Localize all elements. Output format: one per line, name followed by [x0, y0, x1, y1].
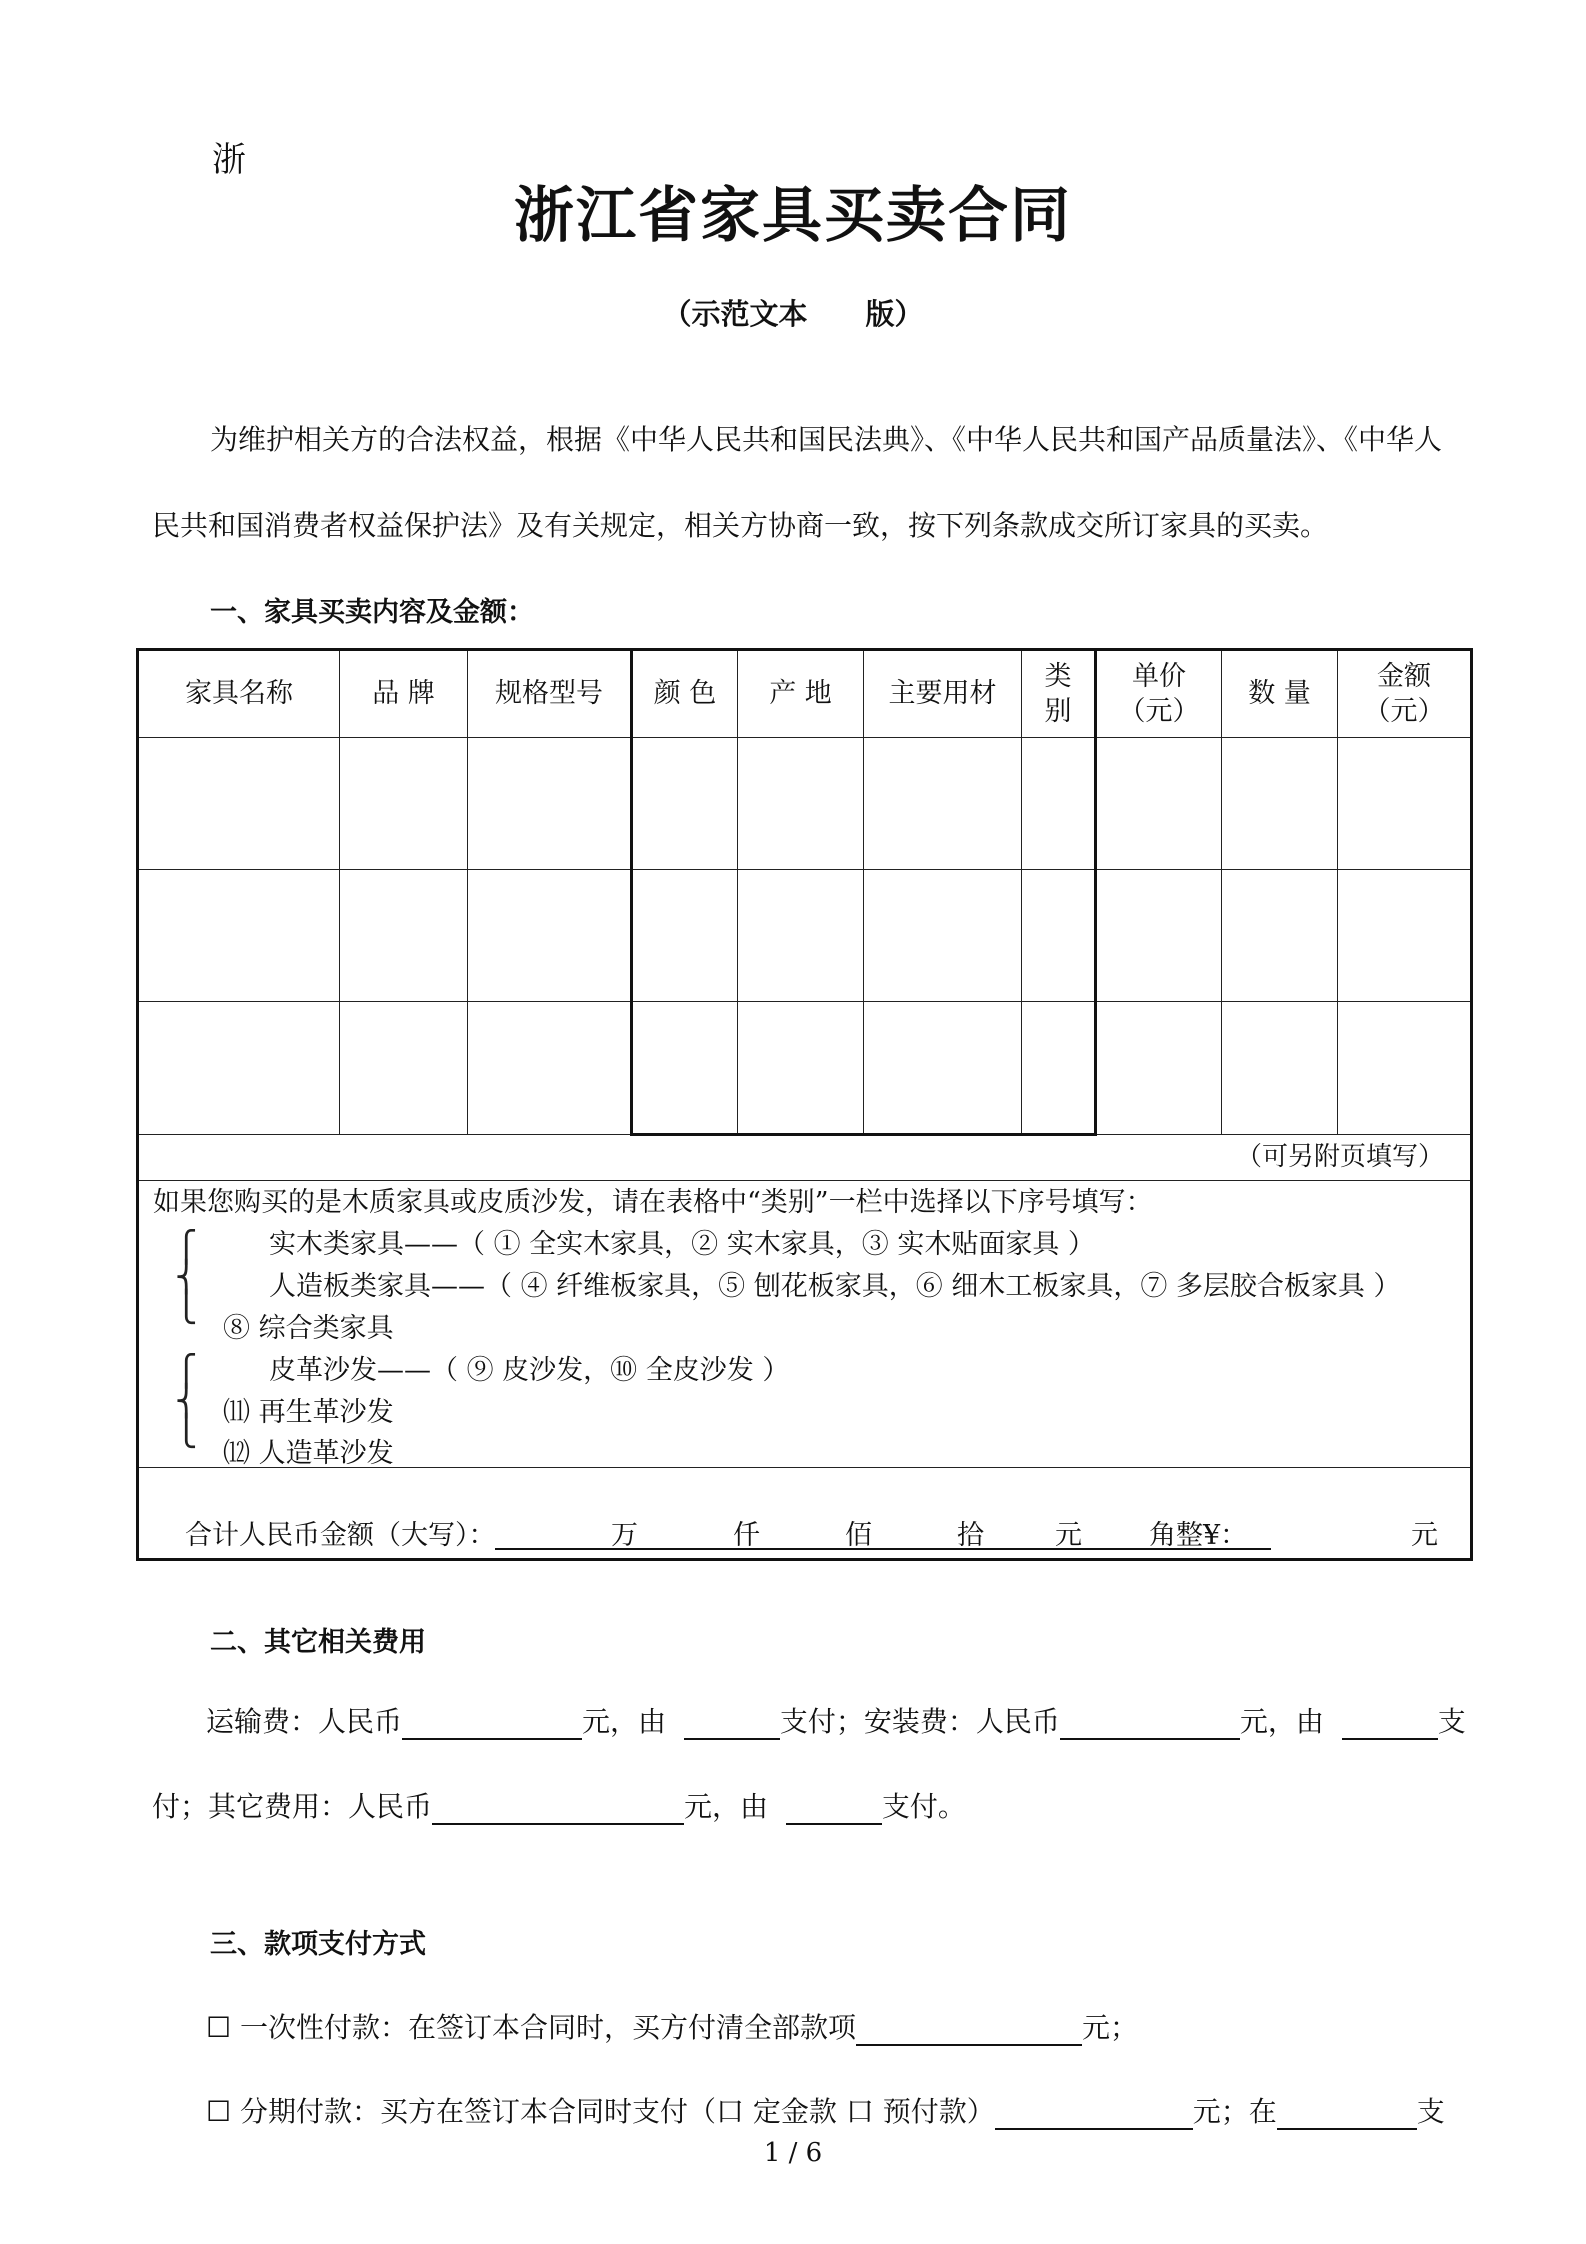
table-header-row: [138, 650, 1472, 738]
col-header-model: 规格型号: [468, 650, 632, 738]
fees-by-label: 元，由: [1239, 1705, 1324, 1738]
col-header-category-bottom: 别: [1044, 696, 1072, 727]
table-cell[interactable]: [1022, 870, 1096, 1002]
attach-note: （可另附页填写）: [138, 1135, 1472, 1181]
installment-unit: 元；在: [1192, 2095, 1277, 2128]
table-cell[interactable]: [340, 738, 468, 870]
transport-payer-field[interactable]: [684, 1708, 780, 1740]
total-amount: [138, 1468, 1472, 1560]
table-cell[interactable]: [1022, 1002, 1096, 1135]
section3-heading: 三、款项支付方式: [210, 1929, 426, 1960]
table-cell[interactable]: [138, 738, 340, 870]
fees-end-label: 支付。: [881, 1790, 966, 1823]
checkbox-icon[interactable]: ☐: [206, 2095, 232, 2128]
category-recycled-leather: ⑾ 再生革沙发: [223, 1397, 394, 1428]
table-cell[interactable]: [468, 870, 632, 1002]
table-cell[interactable]: [738, 738, 864, 870]
total-unit-yuan: 元: [1055, 1520, 1082, 1551]
fees-line-2: [152, 1785, 966, 1825]
total-unit-bai: 佰: [845, 1520, 872, 1551]
installment-date-field[interactable]: [1277, 2098, 1417, 2130]
intro-line-1: 为维护相关方的合法权益，根据《中华人民共和国民法典》、《中华人民共和国产品质量法》、《中华人: [210, 423, 1443, 456]
table-cell[interactable]: [738, 1002, 864, 1135]
table-cell[interactable]: [468, 738, 632, 870]
table-cell[interactable]: [340, 870, 468, 1002]
total-unit-jiao: 角整¥：: [1149, 1520, 1248, 1551]
table-cell[interactable]: [1096, 870, 1222, 1002]
table-cell[interactable]: [1096, 738, 1222, 870]
table-row: [138, 738, 1472, 870]
fees-other-label: 付；其它费用：人民币: [152, 1790, 433, 1823]
category-intro: 如果您购买的是木质家具或皮质沙发，请在表格中“类别”一栏中选择以下序号填写：: [153, 1187, 1153, 1218]
section2-heading: 二、其它相关费用: [210, 1627, 426, 1658]
table-cell[interactable]: [340, 1002, 468, 1135]
col-header-unit-price-top: 单价: [1132, 660, 1186, 692]
total-row: [138, 1468, 1472, 1560]
document-subtitle: （示范文本 版）: [662, 297, 924, 331]
installment-label: 分期付款：买方在签订本合同时支付（口 定金款 口 预付款）: [240, 2095, 995, 2128]
section1-heading: 一、家具买卖内容及金额：: [210, 597, 534, 628]
category-row: [138, 1181, 1472, 1468]
table-row: [138, 870, 1472, 1002]
col-header-name: 家具名称: [138, 650, 340, 738]
total-unit-shi: 拾: [957, 1520, 984, 1551]
fees-by-label: 元，由: [582, 1705, 667, 1738]
table-cell[interactable]: [632, 1002, 738, 1135]
col-header-unit-price-bottom: （元）: [1118, 696, 1200, 727]
col-header-color: 颜 色: [632, 650, 738, 738]
table-cell[interactable]: [864, 870, 1022, 1002]
col-header-amount-top: 金额: [1377, 660, 1431, 692]
table-cell[interactable]: [138, 870, 340, 1002]
category-panel: 人造板类家具——（ ④ 纤维板家具，⑤ 刨花板家具，⑥ 细木工板家具，⑦ 多层胶合板家具 ）: [269, 1271, 1401, 1302]
goods-table: [136, 648, 1473, 1561]
table-cell[interactable]: [632, 738, 738, 870]
fees-line-1: [206, 1700, 1466, 1740]
table-cell[interactable]: [1338, 870, 1472, 1002]
fees-install-label: 支付；安装费：人民币: [779, 1705, 1060, 1738]
checkbox-icon[interactable]: ☐: [206, 2011, 232, 2044]
table-cell[interactable]: [864, 1002, 1022, 1135]
col-header-category-top: 类: [1044, 660, 1072, 692]
other-amount-field[interactable]: [432, 1793, 684, 1825]
category-solid-wood: 实木类家具——（ ① 全实木家具，② 实木家具，③ 实木贴面家具 ）: [269, 1229, 1095, 1260]
table-cell[interactable]: [1222, 738, 1338, 870]
table-cell[interactable]: [1222, 1002, 1338, 1135]
table-cell[interactable]: [1096, 1002, 1222, 1135]
category-mixed: ⑧ 综合类家具: [223, 1313, 394, 1344]
table-cell[interactable]: [632, 870, 738, 1002]
table-cell[interactable]: [864, 738, 1022, 870]
attach-note-row: [138, 1135, 1472, 1181]
lump-sum-label: 一次性付款：在签订本合同时，买方付清全部款项: [240, 2011, 857, 2044]
total-unit-qian: 仟: [733, 1520, 760, 1551]
table-cell[interactable]: [1338, 738, 1472, 870]
table-cell[interactable]: [738, 870, 864, 1002]
col-header-amount-bottom: （元）: [1363, 696, 1445, 727]
total-fill-line[interactable]: [495, 1518, 611, 1550]
fees-transport-label: 运输费：人民币: [206, 1705, 403, 1738]
payment-option-lump-sum: [206, 2006, 1138, 2046]
table-cell[interactable]: [138, 1002, 340, 1135]
document-title: 浙江省家具买卖合同: [514, 181, 1072, 251]
col-header-category: [1022, 650, 1096, 738]
transport-amount-field[interactable]: [402, 1708, 582, 1740]
total-label: 合计人民币金额（大写）：: [185, 1520, 496, 1551]
total-unit-wan: 万: [611, 1520, 638, 1551]
col-header-amount: [1338, 650, 1472, 738]
total-unit-yuan-num: 元: [1411, 1520, 1438, 1551]
col-header-origin: 产 地: [738, 650, 864, 738]
category-legend: [138, 1181, 1472, 1468]
table-cell[interactable]: [1222, 870, 1338, 1002]
installment-wrap: 支: [1416, 2095, 1445, 2128]
fees-by-label: 元，由: [684, 1790, 769, 1823]
lump-sum-amount-field[interactable]: [856, 2014, 1082, 2046]
col-header-brand: 品 牌: [340, 650, 468, 738]
brace-lower-icon: ⎧ ⎨ ⎩: [175, 1354, 198, 1449]
other-payer-field[interactable]: [786, 1793, 882, 1825]
page-number: 1 / 6: [763, 2138, 823, 2168]
installment-amount-field[interactable]: [995, 2098, 1193, 2130]
lump-sum-unit: 元；: [1082, 2011, 1139, 2044]
table-cell[interactable]: [1338, 1002, 1472, 1135]
col-header-quantity: 数 量: [1222, 650, 1338, 738]
install-payer-field[interactable]: [1342, 1708, 1438, 1740]
col-header-unit-price: [1096, 650, 1222, 738]
payment-option-installment: [206, 2090, 1445, 2130]
intro-line-2: 民共和国消费者权益保护法》及有关规定，相关方协商一致，按下列条款成交所订家具的买卖。: [152, 509, 1329, 542]
brace-upper-icon: ⎧ ⎨ ⎩: [175, 1230, 198, 1325]
fees-wrap-label: 支: [1437, 1705, 1466, 1738]
table-cell[interactable]: [1022, 738, 1096, 870]
corner-mark: 浙: [212, 140, 246, 180]
col-header-material: 主要用材: [864, 650, 1022, 738]
install-amount-field[interactable]: [1060, 1708, 1240, 1740]
table-cell[interactable]: [468, 1002, 632, 1135]
category-artificial-leather: ⑿ 人造革沙发: [223, 1438, 394, 1469]
table-row: [138, 1002, 1472, 1135]
category-leather-sofa: 皮革沙发——（ ⑨ 皮沙发，⑩ 全皮沙发 ）: [269, 1355, 790, 1386]
